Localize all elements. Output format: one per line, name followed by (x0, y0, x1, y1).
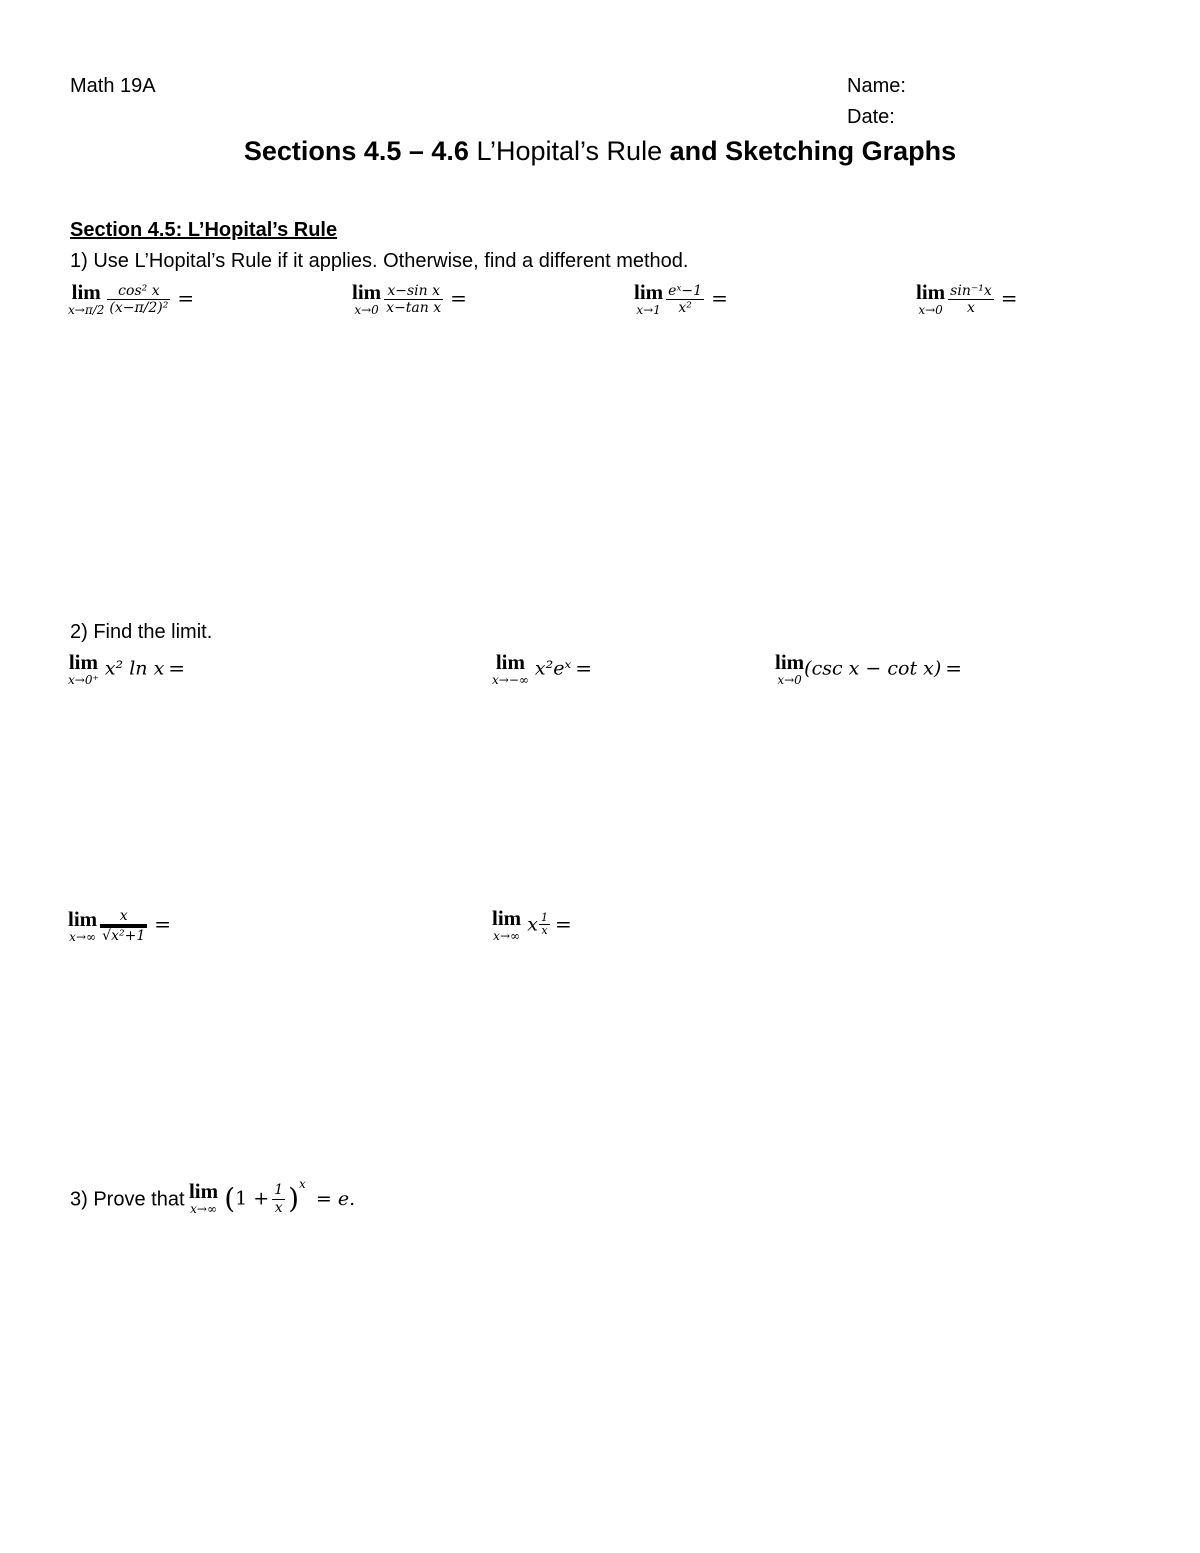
lim-subscript: x→−∞ (492, 673, 529, 687)
problem-3: 3) Prove that lim x→∞ (1 + $\frac{1}{x}$ )$^x$ = e. (70, 1177, 356, 1217)
name-label: Name: (847, 75, 906, 97)
numerator: eˣ−1 (668, 283, 703, 299)
problem-1d (916, 282, 1018, 317)
lim-subscript: x→0 (918, 303, 943, 317)
lim-word: lim (495, 650, 526, 674)
limit-expression: (csc x − cot x) (804, 657, 942, 680)
equals-sign: = (1000, 285, 1018, 310)
lim-subscript: x→∞ (190, 1202, 217, 1217)
problem-1-prompt: 1) Use L’Hopital’s Rule if it applies. Otherwise, find a different method. (70, 250, 689, 272)
lim-word: lim (68, 906, 98, 931)
lim-subscript: x→∞ (493, 929, 520, 943)
numerator: x (119, 908, 128, 924)
power-base: x (527, 913, 538, 936)
date-label: Date: (847, 106, 895, 128)
equals-sign: = (711, 285, 728, 310)
course-label: Math 19A (70, 75, 156, 97)
lim-word: lim (188, 1179, 219, 1204)
page-title (0, 136, 1200, 167)
problem-2c (775, 652, 962, 687)
exponent: x (299, 1177, 306, 1191)
equals-sign: = (554, 911, 572, 936)
limit-expression: x² ln x (104, 657, 165, 680)
title-rule: L’Hopital’s Rule (476, 136, 663, 166)
equals-sign: = (450, 285, 467, 310)
numerator: cos² x (118, 283, 160, 299)
lim-word: lim (71, 280, 101, 304)
equals-sign: = (168, 655, 186, 680)
problem-2-prompt: 2) Find the limit. (70, 621, 213, 643)
problem-2e (492, 908, 572, 943)
title-sections: Sections 4.5 – 4.6 (243, 136, 469, 166)
denominator: √x²+1 (102, 928, 146, 945)
numerator: x−sin x (387, 283, 440, 299)
denominator: (x−π/2)² (109, 300, 169, 317)
problem-1a (68, 282, 194, 317)
problem-3-prompt: 3) Prove that (70, 1188, 185, 1211)
lim-subscript: x→0 (354, 303, 379, 317)
equals-sign: = (575, 655, 593, 680)
lim-subscript: x→0 (777, 673, 802, 687)
lim-word: lim (634, 280, 664, 304)
denominator: x−tan x (386, 300, 442, 317)
lim-word: lim (352, 280, 382, 304)
equals-sign: = (154, 912, 172, 937)
lim-subscript: x→π/2 (68, 303, 105, 317)
exponent-numerator: 1 (540, 910, 548, 924)
lim-subscript: x→∞ (69, 929, 96, 944)
equals-sign: = (177, 285, 195, 310)
lim-subscript: x→1 (636, 303, 661, 317)
lim-word: lim (68, 650, 98, 674)
exponent-denominator: x (541, 924, 548, 938)
problem-2d (68, 908, 171, 944)
lim-word: lim (492, 906, 522, 930)
section-heading: Section 4.5: L’Hopital’s Rule (70, 219, 338, 241)
denominator: x (967, 300, 975, 317)
problem-1c (634, 282, 728, 317)
right-hand-side: = e. (315, 1187, 356, 1210)
problem-2b (492, 652, 592, 687)
lim-word: lim (775, 650, 805, 674)
limit-expression: x²eˣ (534, 657, 572, 680)
equals-sign: = (945, 655, 963, 680)
lim-subscript: x→0⁺ (68, 673, 99, 687)
title-sketching: and Sketching Graphs (669, 136, 957, 166)
numerator: 1 (274, 1182, 284, 1199)
lim-word: lim (916, 280, 946, 304)
denominator: x (274, 1199, 283, 1216)
numerator: sin⁻¹x (950, 283, 992, 299)
one-plus: 1 + (235, 1187, 270, 1210)
denominator: x² (678, 300, 692, 317)
problem-1b (352, 282, 467, 317)
problem-2a (68, 652, 185, 687)
